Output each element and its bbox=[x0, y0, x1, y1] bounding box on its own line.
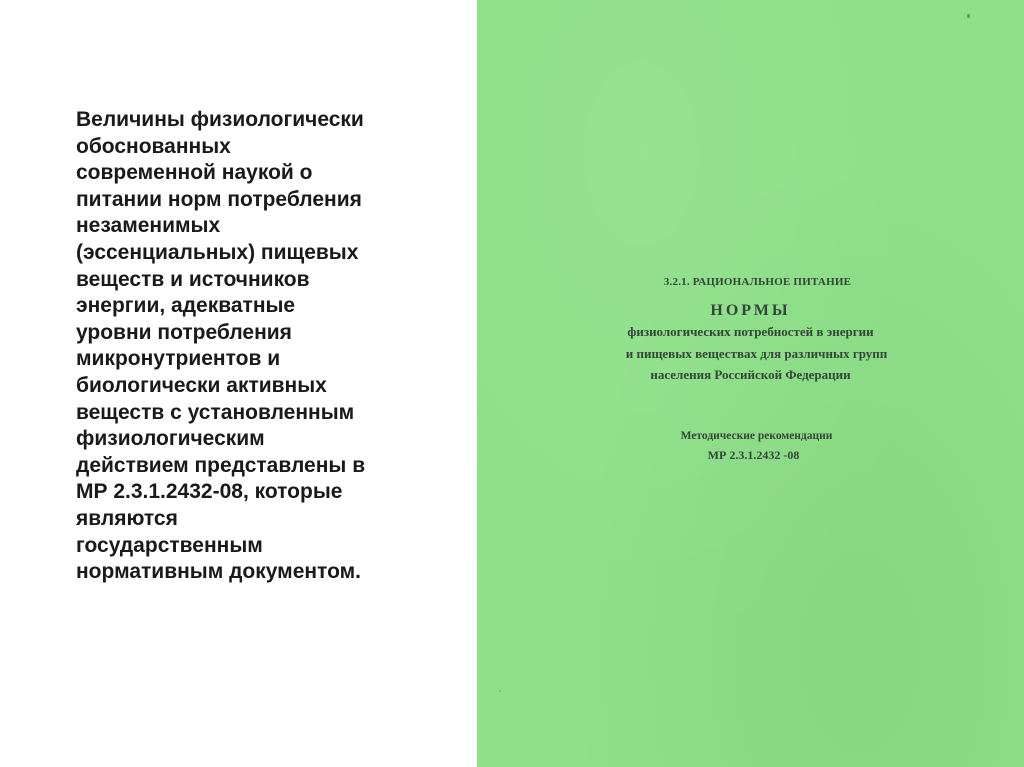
cover-subtitle-line: населения Российской Федерации bbox=[650, 367, 851, 382]
text-line: уровни потребления bbox=[76, 320, 292, 344]
cover-subtitle-line: физиологических потребностей в энергии bbox=[627, 324, 874, 339]
text-line: веществ с установленным bbox=[76, 400, 355, 424]
text-line: действием представлены в bbox=[76, 453, 366, 477]
text-line: веществ и источников bbox=[76, 267, 310, 291]
text-line: незаменимых bbox=[76, 214, 221, 238]
text-line: обоснованных bbox=[76, 134, 231, 158]
description-text bbox=[76, 107, 476, 586]
cover-section-heading: 3.2.1. РАЦИОНАЛЬНОЕ ПИТАНИЕ bbox=[663, 276, 852, 288]
text-line: физиологическим bbox=[76, 427, 265, 451]
cover-document-code: МР 2.3.1.2432 -08 bbox=[707, 448, 800, 462]
cover-speck bbox=[499, 690, 501, 692]
text-line: государственным bbox=[76, 533, 263, 557]
cover-title: НОРМЫ bbox=[710, 302, 791, 319]
text-line: Величины физиологически bbox=[76, 108, 364, 131]
cover-speck bbox=[967, 14, 970, 18]
text-line: биологически активных bbox=[76, 373, 327, 397]
text-line: нормативным документом. bbox=[76, 560, 361, 584]
document-cover-image bbox=[477, 0, 1024, 767]
text-line: являются bbox=[76, 506, 178, 530]
text-line: микронутриентов и bbox=[76, 347, 281, 371]
cover-subtitle-line: и пищевых веществах для различных групп bbox=[625, 346, 888, 361]
text-line: (эссенциальных) пищевых bbox=[76, 240, 359, 264]
text-line: современной наукой о bbox=[76, 161, 313, 185]
text-line: питании норм потребления bbox=[76, 187, 362, 211]
text-line: энергии, адекватные bbox=[76, 294, 296, 318]
cover-document-type: Методические рекомендации bbox=[680, 430, 833, 442]
text-line: МР 2.3.1.2432-08, которые bbox=[76, 480, 343, 504]
